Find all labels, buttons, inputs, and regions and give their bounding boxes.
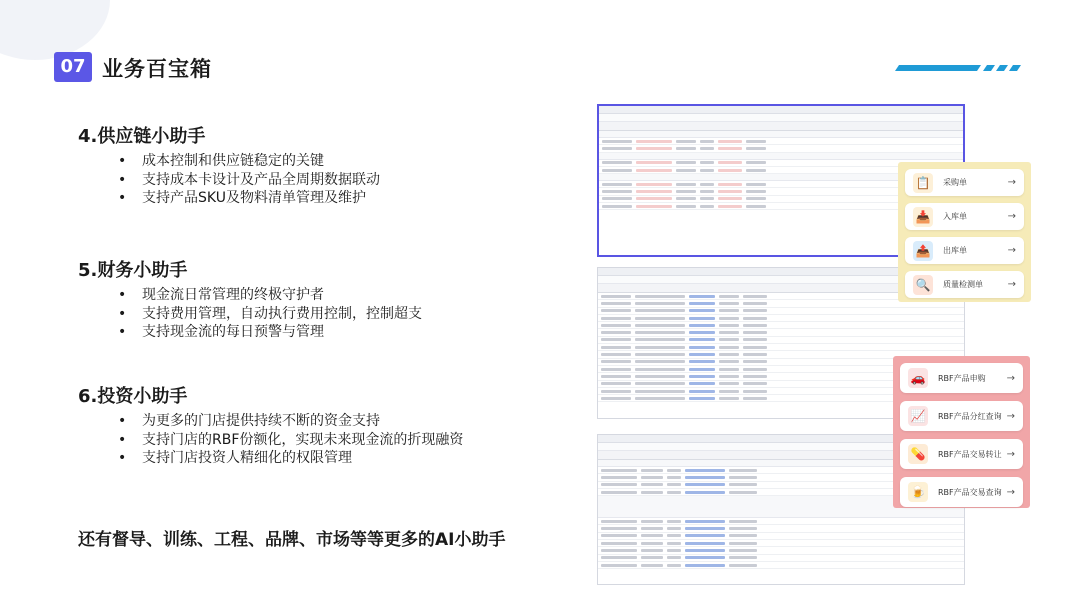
pill-icon: 💊	[908, 444, 928, 464]
card-label: 入库单	[943, 212, 967, 221]
rbf-quick-actions	[893, 356, 1030, 508]
beer-icon: 🍺	[908, 482, 928, 502]
list-item: • 现金流日常管理的终极守护者	[118, 286, 422, 305]
arrow-right-icon: →	[1006, 486, 1015, 498]
card-label: RBF产品交易查询	[938, 487, 1002, 497]
purchase-order-card[interactable]	[905, 169, 1024, 196]
decorative-stripes-icon	[895, 64, 1025, 72]
purchase-order-icon: 📋	[913, 173, 933, 193]
investment-section	[78, 382, 463, 468]
car-icon: 🚗	[908, 368, 928, 388]
rbf-subscribe-card[interactable]	[900, 363, 1023, 393]
section-title: 4.供应链小助手	[78, 126, 206, 147]
arrow-right-icon: →	[1007, 211, 1016, 222]
card-label: 出库单	[943, 246, 967, 255]
rbf-transfer-card[interactable]	[900, 439, 1023, 469]
footer-summary: 还有督导、训练、工程、品牌、市场等等更多的AI小助手	[78, 530, 506, 550]
list-item: • 支持成本卡设计及产品全周期数据联动	[118, 171, 380, 190]
arrow-right-icon: →	[1006, 410, 1015, 422]
arrow-right-icon: →	[1007, 279, 1016, 290]
card-label: 采购单	[943, 178, 967, 187]
finance-section	[78, 256, 422, 342]
section-title: 5.财务小助手	[78, 260, 188, 281]
supply-chain-quick-actions	[898, 162, 1031, 302]
chart-icon: 📈	[908, 406, 928, 426]
arrow-right-icon: →	[1006, 448, 1015, 460]
card-label: RBF产品交易转让	[938, 449, 1002, 459]
bullet-list	[118, 152, 380, 208]
card-label: 质量检测单	[943, 280, 983, 289]
supply-chain-section	[78, 122, 380, 208]
list-item: • 支持现金流的每日预警与管理	[118, 323, 422, 342]
quality-inspection-icon: 🔍	[913, 275, 933, 295]
outbound-order-card[interactable]	[905, 237, 1024, 264]
section-number-badge: 07	[54, 52, 92, 82]
outbound-order-icon: 📤	[913, 241, 933, 261]
rbf-trade-query-card[interactable]	[900, 477, 1023, 507]
quality-inspection-card[interactable]	[905, 271, 1024, 298]
list-item: • 支持费用管理，自动执行费用控制，控制超支	[118, 305, 422, 324]
decorative-circle	[0, 0, 110, 60]
list-item: • 为更多的门店提供持续不断的资金支持	[118, 412, 463, 431]
list-item: • 支持产品SKU及物料清单管理及维护	[118, 189, 380, 208]
card-label: RBF产品分红查询	[938, 411, 1002, 421]
page-title: 业务百宝箱	[102, 57, 212, 81]
inbound-order-icon: 📥	[913, 207, 933, 227]
card-label: RBF产品申购	[938, 373, 986, 383]
list-item: • 支持门店投资人精细化的权限管理	[118, 449, 463, 468]
section-title: 6.投资小助手	[78, 386, 188, 407]
rbf-dividend-query-card[interactable]	[900, 401, 1023, 431]
arrow-right-icon: →	[1007, 177, 1016, 188]
bullet-list	[118, 286, 422, 342]
bullet-list	[118, 412, 463, 468]
list-item: • 支持门店的RBF份额化，实现未来现金流的折现融资	[118, 431, 463, 450]
inbound-order-card[interactable]	[905, 203, 1024, 230]
arrow-right-icon: →	[1006, 372, 1015, 384]
list-item: • 成本控制和供应链稳定的关键	[118, 152, 380, 171]
arrow-right-icon: →	[1007, 245, 1016, 256]
